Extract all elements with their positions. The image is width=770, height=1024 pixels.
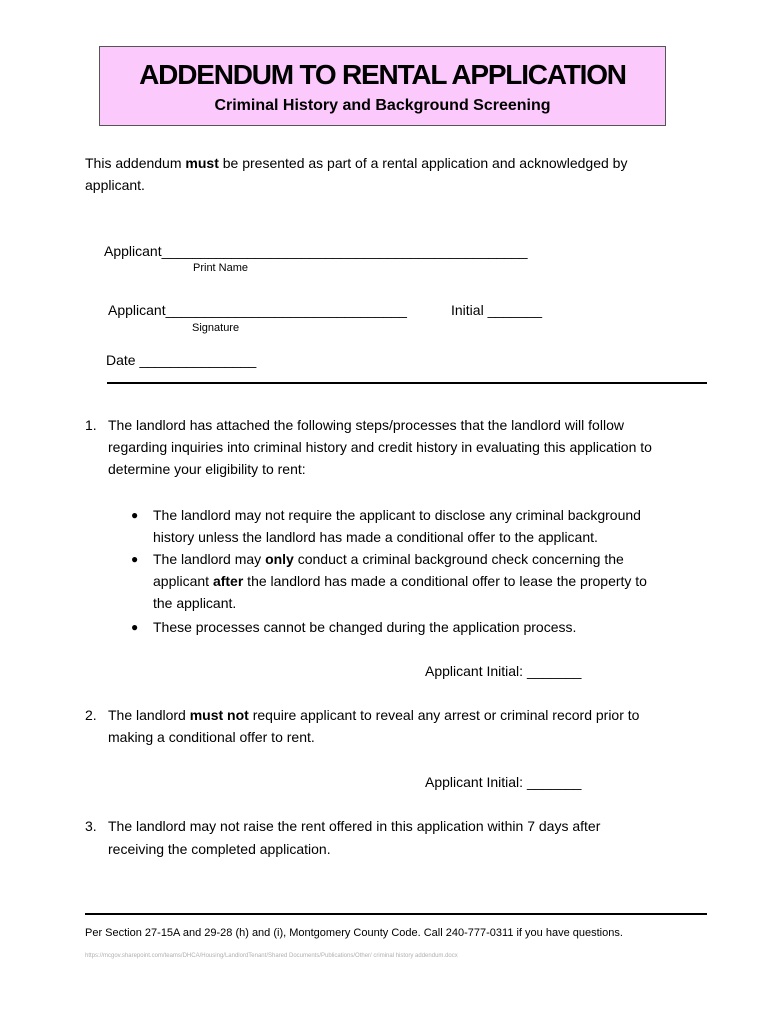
divider-top [107,382,707,384]
item-2-line-1 [108,704,639,726]
bullet-2-line-3: the applicant. [153,595,237,611]
intro-bold-must: must [185,155,219,171]
item-1-line-3: determine your eligibility to rent: [108,461,306,477]
bullet-2-bold-after: after [212,573,244,589]
bullet-1-line-2: history unless the landlord has made a conditional offer to the applicant. [153,529,598,545]
bullet-2-line-2-pre: applicant [153,573,213,589]
bullet-2-line-2-post: the landlord has made a conditional offer to lease the property to [243,573,647,589]
item-2-text-post: require applicant to reveal any arrest or criminal record prior to [248,707,640,723]
item-2-text-pre: The landlord [108,707,190,723]
bullet-1-line-1: The landlord may not require the applicant to disclose any criminal background [153,507,641,523]
item-3-line-1: The landlord may not raise the rent offered in this application within 7 days after [108,818,601,834]
bullet-2-bold-only: only [265,551,294,567]
bullet-2-line-2 [153,570,647,592]
item-3-line-2: receiving the completed application. [108,841,331,857]
document-title: ADDENDUM TO RENTAL APPLICATION [139,59,626,90]
divider-bottom [85,913,707,915]
item-1-line-2: regarding inquiries into criminal history and credit history in evaluating this application to [108,439,652,455]
document-subtitle: Criminal History and Background Screening [214,97,551,114]
intro-line-2: applicant. [85,177,145,193]
item-2-bold-must-not: must not [189,707,249,723]
bullet-2-text-post: conduct a criminal background check concerning the [293,551,624,567]
bullet-3-marker: ● [131,620,139,634]
item-1-number: 1. [85,417,97,433]
item-2-line-2: making a conditional offer to rent. [108,729,315,745]
intro-text-after: be presented as part of a rental application and acknowledged by [218,155,628,171]
applicant-signature-field[interactable]: Applicant_______________________________ [108,302,407,318]
item-3-number: 3. [85,818,97,834]
intro-line-1 [85,152,627,174]
applicant-print-name-field[interactable]: Applicant_______________________________________________ [104,243,528,259]
bullet-2-text-pre: The landlord may [153,551,266,567]
bullet-1-marker: ● [131,508,139,522]
footer-legal-note: Per Section 27-15A and 29-28 (h) and (i), Montgomery County Code. Call 240-777-0311 if you have questions. [85,927,623,939]
bullet-3-line-1: These processes cannot be changed during the application process. [153,619,577,635]
signature-caption: Signature [192,322,240,334]
date-field[interactable]: Date _______________ [106,352,257,368]
bullet-2-line-1 [153,548,624,570]
item-2-number: 2. [85,707,97,723]
item-1-applicant-initial-field[interactable]: Applicant Initial: _______ [425,663,582,679]
footer-file-path: https://mcgov.sharepoint.com/teams/DHCA/Housing/LandlordTenant/Shared Documents/Publications/Other/ criminal history addendum.docx [85,953,458,959]
item-1-line-1: The landlord has attached the following steps/processes that the landlord will follow [108,417,624,433]
title-box [99,46,666,126]
intro-text-before: This addendum [85,155,186,171]
bullet-2-marker: ● [131,552,139,566]
initial-field[interactable]: Initial _______ [451,302,543,318]
print-name-caption: Print Name [193,262,249,274]
item-2-applicant-initial-field[interactable]: Applicant Initial: _______ [425,774,582,790]
